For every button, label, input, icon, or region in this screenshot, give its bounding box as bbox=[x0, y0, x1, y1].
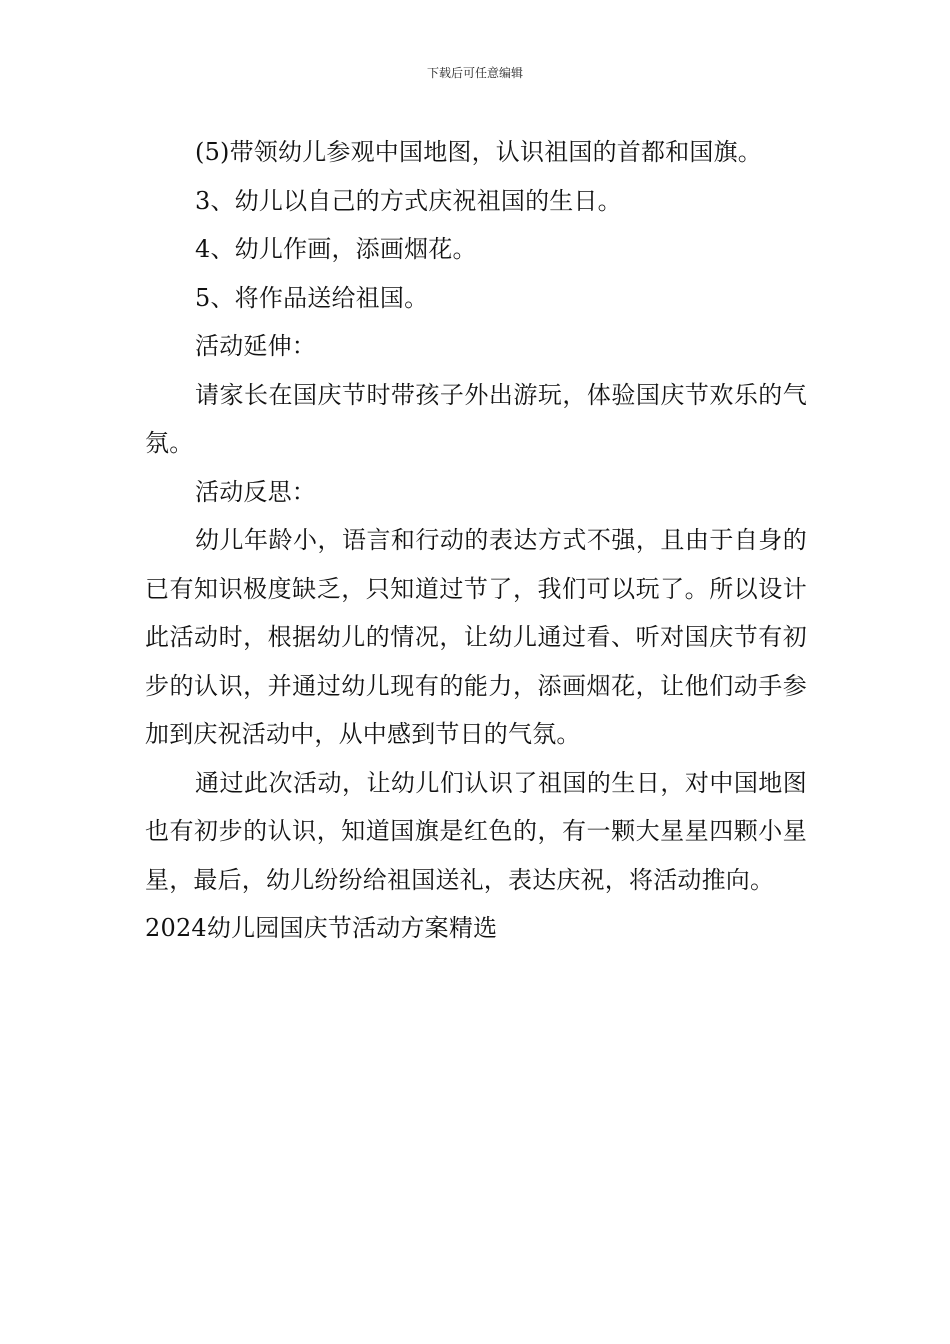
section-heading-extension: 活动延伸： bbox=[195, 332, 316, 360]
paragraph-step-5: (5)带领幼儿参观中国地图，认识祖国的首都和国旗。 bbox=[195, 138, 762, 166]
paragraph-reflection-1: 幼儿年龄小，语言和行动的表达方式不强，且由于自身的已有知识极度缺乏，只知道过节了，我们可以玩了。所以设计此活动时，根据幼儿的情况，让幼儿通过看、听对国庆节有初步的认识，并通过幼儿现有的能力，添画烟花，让他们动手参加到庆祝活动中，从中感到节日的气氛。 bbox=[145, 526, 807, 748]
document-title-next: 2024幼儿园国庆节活动方案精选 bbox=[145, 914, 498, 942]
paragraph-item-4: 4、幼儿作画，添画烟花。 bbox=[195, 235, 477, 263]
document-body bbox=[145, 128, 807, 953]
page-header: 下载后可任意编辑 bbox=[426, 66, 523, 80]
paragraph-item-5: 5、将作品送给祖国。 bbox=[195, 283, 429, 312]
paragraph-extension: 请家长在国庆节时带孩子外出游玩，体验国庆节欢乐的气氛。 bbox=[145, 380, 807, 457]
section-heading-reflection: 活动反思： bbox=[195, 477, 316, 506]
paragraph-reflection-2: 通过此次活动，让幼儿们认识了祖国的生日，对中国地图也有初步的认识，知道国旗是红色的，有一颗大星星四颗小星星，最后，幼儿纷纷给祖国送礼，表达庆祝，将活动推向。 bbox=[145, 768, 807, 894]
paragraph-item-3: 3、幼儿以自己的方式庆祝祖国的生日。 bbox=[195, 186, 622, 215]
